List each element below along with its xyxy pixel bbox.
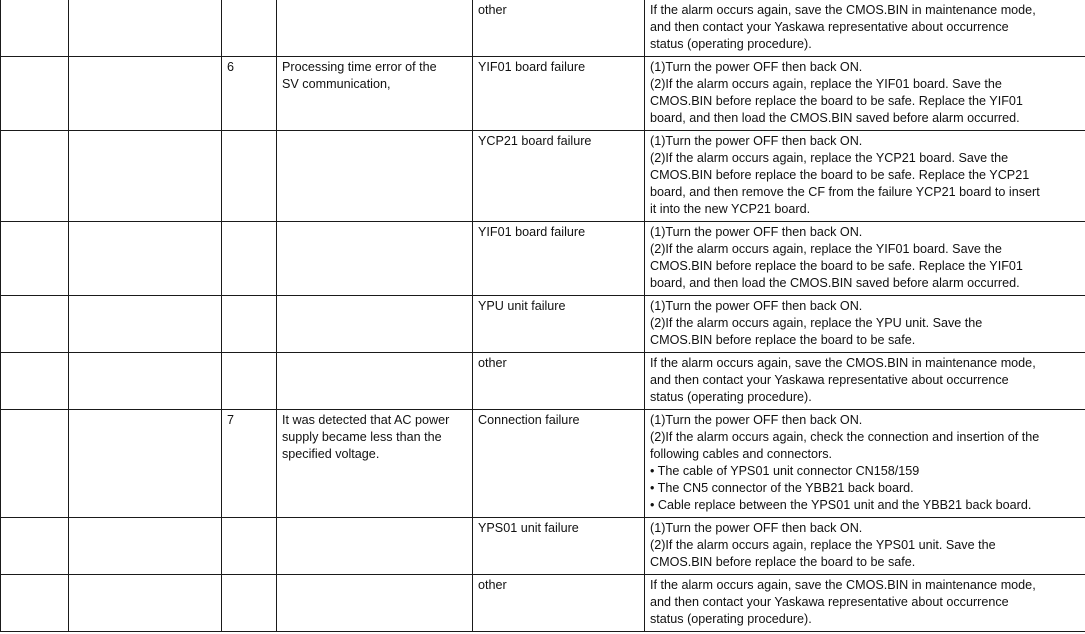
remedy-cell: [645, 0, 1085, 57]
remedy-line: (1)Turn the power OFF then back ON.: [650, 134, 863, 148]
cause-cell: [277, 0, 473, 57]
cause-cell: [277, 518, 473, 575]
remedy-line: (2)If the alarm occurs again, replace the YPU unit. Save the: [650, 316, 983, 330]
cause-cell: [277, 353, 473, 410]
alarm-number-cell: [1, 0, 69, 57]
sub-code-cell: [222, 0, 277, 57]
sub-code-cell: [222, 222, 277, 296]
table-row: [1, 222, 1085, 296]
remedy-line: (1)Turn the power OFF then back ON.: [650, 521, 863, 535]
alarm-name-cell: [69, 353, 222, 410]
remedy-line: status (operating procedure).: [650, 37, 812, 51]
alarm-number-cell: [1, 296, 69, 353]
remedy-line: (1)Turn the power OFF then back ON.: [650, 225, 863, 239]
alarm-number-cell: [1, 353, 69, 410]
alarm-number-cell: [1, 131, 69, 222]
alarm-number-cell: [1, 518, 69, 575]
sub-code-cell: 7: [222, 410, 277, 518]
remedy-line: If the alarm occurs again, save the CMOS.BIN in maintenance mode,: [650, 578, 1036, 592]
failure-detail-cell: YPU unit failure: [473, 296, 645, 353]
table-row: [1, 57, 1085, 131]
remedy-line: (2)If the alarm occurs again, replace the YIF01 board. Save the: [650, 77, 1002, 91]
cause-line: Processing time error of the: [282, 60, 437, 74]
failure-detail-cell: other: [473, 0, 645, 57]
remedy-cell: [645, 575, 1085, 632]
table-row: [1, 353, 1085, 410]
remedy-cell: [645, 410, 1085, 518]
table-row: [1, 296, 1085, 353]
remedy-line: status (operating procedure).: [650, 390, 812, 404]
failure-detail-cell: other: [473, 353, 645, 410]
alarm-name-cell: [69, 0, 222, 57]
remedy-line: it into the new YCP21 board.: [650, 202, 811, 216]
cause-cell: [277, 575, 473, 632]
alarm-name-cell: [69, 57, 222, 131]
cause-cell: [277, 57, 473, 131]
sub-code-cell: [222, 296, 277, 353]
alarm-name-cell: [69, 222, 222, 296]
remedy-line: (2)If the alarm occurs again, check the connection and insertion of the: [650, 430, 1040, 444]
sub-code-cell: [222, 353, 277, 410]
table-row: [1, 518, 1085, 575]
sub-code-cell: 6: [222, 57, 277, 131]
remedy-line: • The CN5 connector of the YBB21 back board.: [650, 481, 914, 495]
alarm-name-cell: [69, 131, 222, 222]
remedy-line: If the alarm occurs again, save the CMOS.BIN in maintenance mode,: [650, 3, 1036, 17]
remedy-line: board, and then load the CMOS.BIN saved before alarm occurred.: [650, 276, 1020, 290]
failure-detail-cell: YPS01 unit failure: [473, 518, 645, 575]
remedy-line: CMOS.BIN before replace the board to be safe. Replace the YIF01: [650, 94, 1023, 108]
remedy-line: If the alarm occurs again, save the CMOS.BIN in maintenance mode,: [650, 356, 1036, 370]
failure-detail-cell: other: [473, 575, 645, 632]
remedy-line: CMOS.BIN before replace the board to be safe. Replace the YCP21: [650, 168, 1030, 182]
table-row: [1, 575, 1085, 632]
cause-line: specified voltage.: [282, 447, 380, 461]
sub-code-cell: [222, 518, 277, 575]
cause-line: supply became less than the: [282, 430, 442, 444]
remedy-line: CMOS.BIN before replace the board to be safe.: [650, 555, 916, 569]
cause-cell: [277, 222, 473, 296]
remedy-line: board, and then load the CMOS.BIN saved before alarm occurred.: [650, 111, 1020, 125]
table-row: [1, 0, 1085, 57]
remedy-line: (2)If the alarm occurs again, replace the YIF01 board. Save the: [650, 242, 1002, 256]
alarm-name-cell: [69, 575, 222, 632]
sub-code-cell: [222, 131, 277, 222]
remedy-line: board, and then remove the CF from the failure YCP21 board to insert: [650, 185, 1040, 199]
alarm-number-cell: [1, 57, 69, 131]
remedy-line: CMOS.BIN before replace the board to be safe.: [650, 333, 916, 347]
remedy-line: and then contact your Yaskawa representative about occurrence: [650, 595, 1009, 609]
cause-line: It was detected that AC power: [282, 413, 450, 427]
table-row: [1, 410, 1085, 518]
cause-cell: [277, 131, 473, 222]
remedy-line: • The cable of YPS01 unit connector CN158/159: [650, 464, 920, 478]
remedy-line: (2)If the alarm occurs again, replace the YPS01 unit. Save the: [650, 538, 996, 552]
failure-detail-cell: Connection failure: [473, 410, 645, 518]
remedy-line: and then contact your Yaskawa representative about occurrence: [650, 20, 1009, 34]
alarm-name-cell: [69, 410, 222, 518]
remedy-line: following cables and connectors.: [650, 447, 833, 461]
remedy-cell: [645, 222, 1085, 296]
remedy-cell: [645, 296, 1085, 353]
sub-code-cell: [222, 575, 277, 632]
remedy-cell: [645, 518, 1085, 575]
cause-line: SV communication,: [282, 77, 391, 91]
failure-detail-cell: YIF01 board failure: [473, 57, 645, 131]
failure-detail-cell: YCP21 board failure: [473, 131, 645, 222]
alarm-name-cell: [69, 296, 222, 353]
remedy-line: status (operating procedure).: [650, 612, 812, 626]
cause-cell: [277, 410, 473, 518]
cause-cell: [277, 296, 473, 353]
remedy-line: CMOS.BIN before replace the board to be safe. Replace the YIF01: [650, 259, 1023, 273]
remedy-cell: [645, 353, 1085, 410]
alarm-number-cell: [1, 575, 69, 632]
remedy-line: (1)Turn the power OFF then back ON.: [650, 299, 863, 313]
remedy-line: (1)Turn the power OFF then back ON.: [650, 60, 863, 74]
alarm-number-cell: [1, 222, 69, 296]
failure-detail-cell: YIF01 board failure: [473, 222, 645, 296]
remedy-cell: [645, 131, 1085, 222]
remedy-line: and then contact your Yaskawa representative about occurrence: [650, 373, 1009, 387]
remedy-line: • Cable replace between the YPS01 unit and the YBB21 back board.: [650, 498, 1032, 512]
alarm-name-cell: [69, 518, 222, 575]
remedy-cell: [645, 57, 1085, 131]
remedy-line: (2)If the alarm occurs again, replace the YCP21 board. Save the: [650, 151, 1009, 165]
table-row: [1, 131, 1085, 222]
alarm-number-cell: [1, 410, 69, 518]
remedy-line: (1)Turn the power OFF then back ON.: [650, 413, 863, 427]
table-body: [1, 0, 1085, 632]
